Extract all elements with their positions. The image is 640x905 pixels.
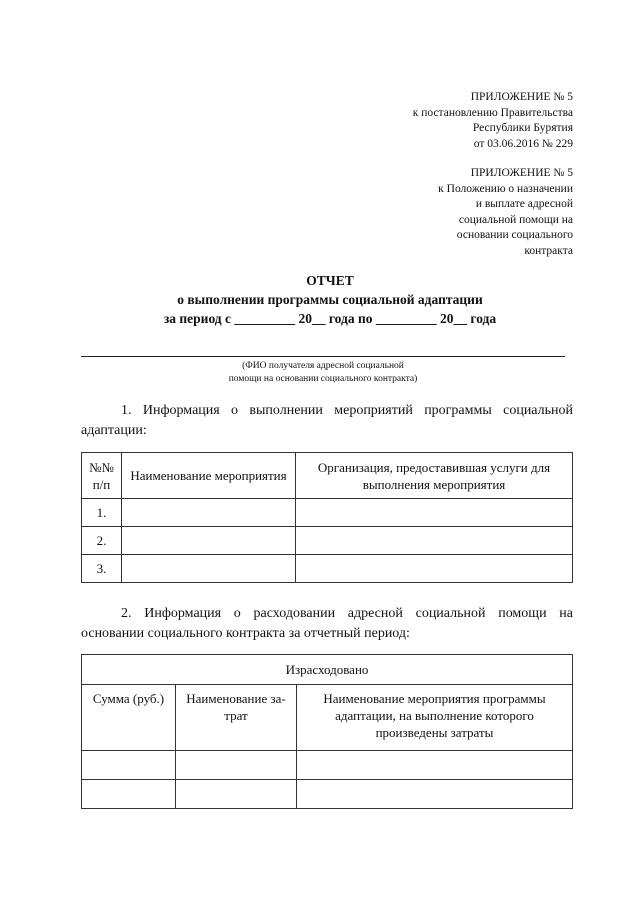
table-cell [82,751,176,780]
activities-table [81,452,573,583]
appendix-line: социальной помощи на [458,213,573,226]
fio-caption-line: помощи на основании социального контракта) [228,374,418,384]
appendix-line: к постановлению Правительства [412,106,573,119]
table-cell: 1. [82,499,122,527]
table-cell [296,555,573,583]
column-header: №№ п/п [82,453,122,499]
table-cell: 3. [82,555,122,583]
expenses-table [81,654,573,809]
table-cell [297,751,573,780]
appendix-line: к Положению о назначении [438,182,573,195]
column-header: Наименование за-трат [176,685,297,751]
group-header: Израсходовано [82,655,573,685]
table-row [82,555,573,583]
section1-text: 1. Информация о выполнении мероприятий программы социальной адаптации: [81,403,573,438]
title-period: за период с _________ 20__ года по _________ 20__ года [163,311,497,326]
column-header: Наименование мероприятия программы адаптации, на выполнение которого произведены затраты [297,685,573,751]
fio-caption [0,360,640,386]
appendix-line: основании социального [456,229,573,241]
table-row [82,499,573,527]
table-group-header-row [82,655,573,685]
column-header: Сумма (руб.) [82,685,176,751]
title-subject: о выполнении программы социальной адаптации [177,292,483,307]
table-cell [122,527,296,555]
table-header-row [82,685,573,751]
table-row [82,780,573,809]
report-title [0,271,640,328]
appendix-line: контракта [524,244,573,257]
table-cell [176,751,297,780]
appendix-regulation [438,166,573,259]
appendix-line: от 03.06.2016 № 229 [473,137,573,150]
table-cell [82,780,176,809]
appendix-line: ПРИЛОЖЕНИЕ № 5 [470,91,573,103]
table-cell [296,499,573,527]
table-row [82,751,573,780]
section2-paragraph [81,604,573,644]
table-row [82,527,573,555]
appendix-line: и выплате адресной [475,198,573,210]
table-cell [296,527,573,555]
title-heading: ОТЧЕТ [306,273,354,288]
fio-underline [81,356,565,357]
appendix-line: ПРИЛОЖЕНИЕ № 5 [470,167,573,179]
section2-text: 2. Информация о расходовании адресной социальной помощи на основании социального контракта за отчетный период: [81,606,573,641]
fio-caption-line: (ФИО получателя адресной социальной [242,361,404,371]
column-header: Наименование мероприятия [122,453,296,499]
appendix-government-resolution [413,90,573,152]
section1-paragraph [81,401,573,441]
table-cell [176,780,297,809]
appendix-line: Республики Бурятия [472,122,573,134]
table-cell: 2. [82,527,122,555]
table-cell [297,780,573,809]
table-cell [122,499,296,527]
table-cell [122,555,296,583]
table-header-row [82,453,573,499]
column-header: Организация, предоставившая услуги для выполнения мероприятия [296,453,573,499]
